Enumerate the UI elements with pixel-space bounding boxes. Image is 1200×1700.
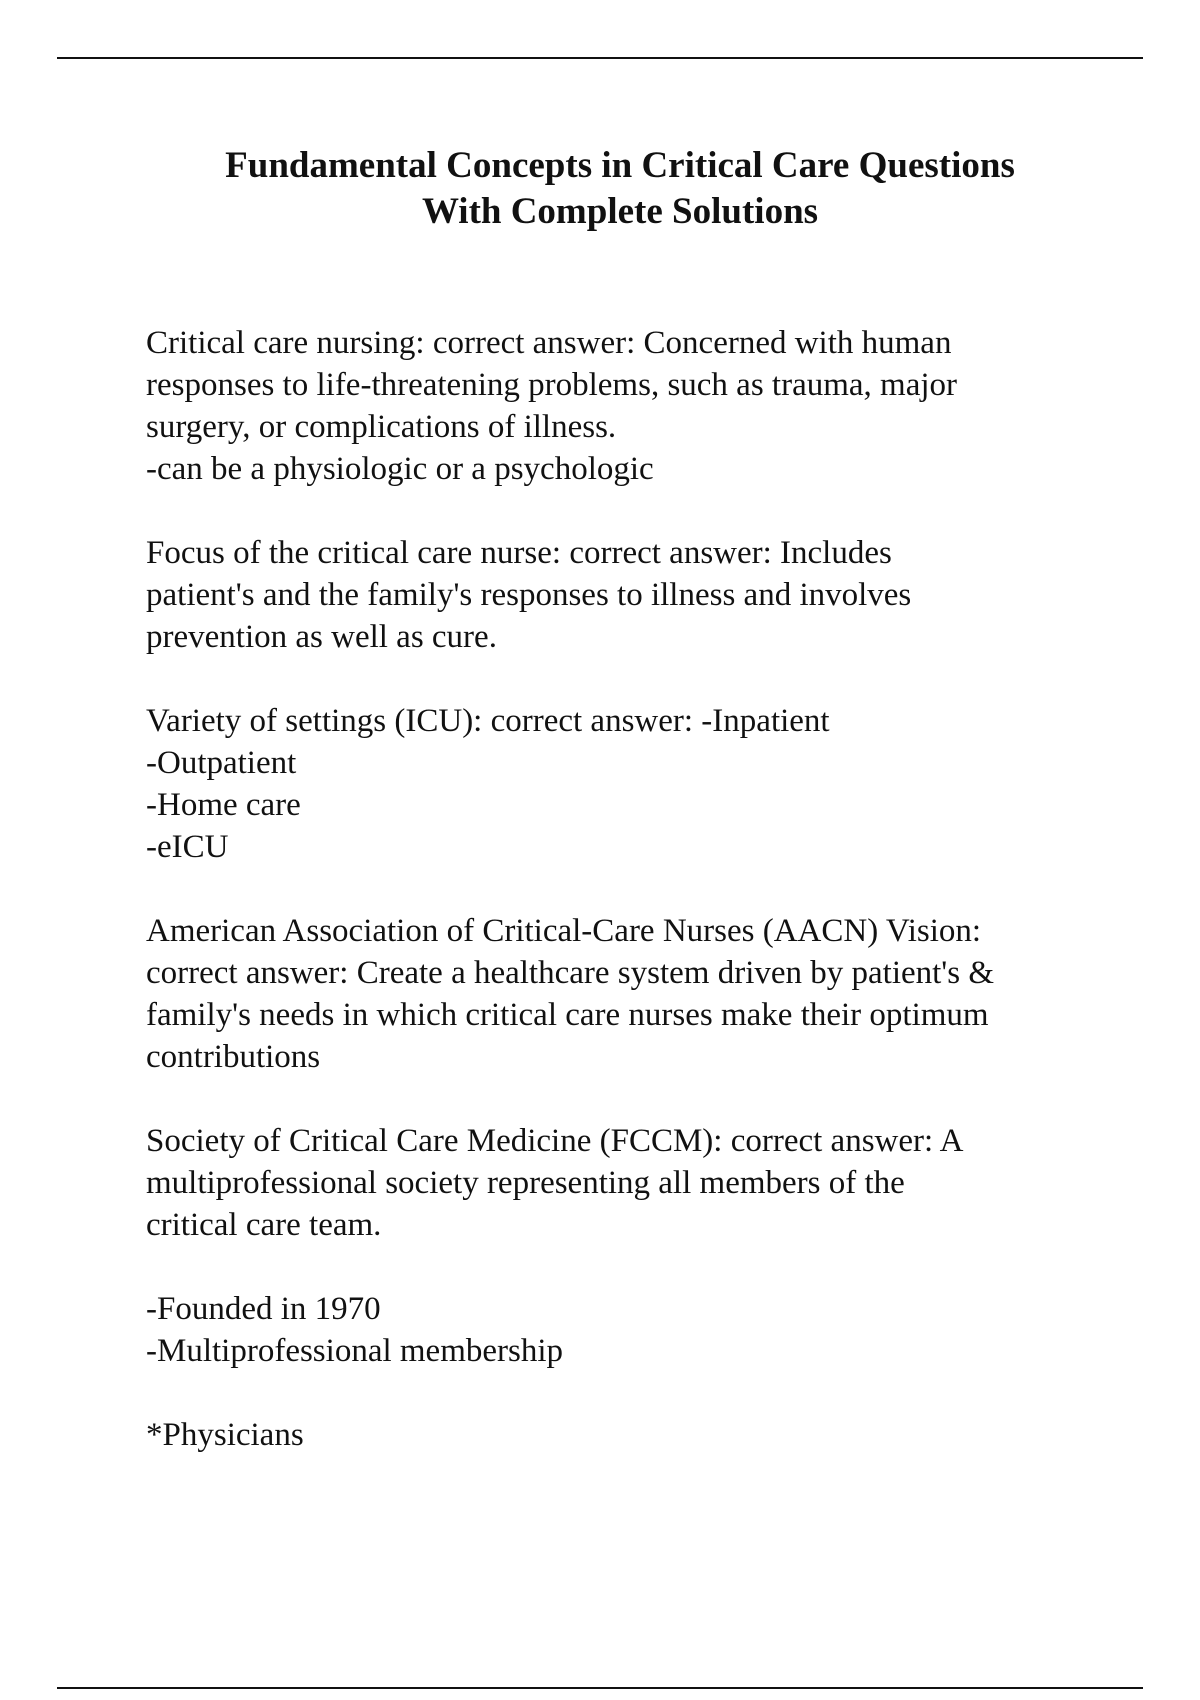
text-line: -Multiprofessional membership xyxy=(146,1333,564,1369)
document-title xyxy=(0,143,1200,235)
text-line: -Home care xyxy=(146,787,301,823)
title-line: With Complete Solutions xyxy=(421,191,819,232)
text-line: contributions xyxy=(146,1039,321,1075)
text-line: correct answer: Create a healthcare system driven by patient's & xyxy=(146,955,995,991)
text-line: critical care team. xyxy=(146,1207,382,1243)
text-line: American Association of Critical-Care Nurses (AACN) Vision: xyxy=(146,913,982,949)
text-line: family's needs in which critical care nurses make their optimum xyxy=(146,997,989,1033)
text-line: Focus of the critical care nurse: correct answer: Includes xyxy=(146,535,892,571)
text-line: -eICU xyxy=(146,829,229,865)
sccm-details xyxy=(146,1288,1146,1372)
text-line: -Outpatient xyxy=(146,745,297,781)
document-body xyxy=(146,322,1146,1498)
text-line: -Founded in 1970 xyxy=(146,1291,381,1327)
text-line: Variety of settings (ICU): correct answer: -Inpatient xyxy=(146,703,830,739)
qa-focus-of-nurse xyxy=(146,532,1146,658)
qa-sccm xyxy=(146,1120,1146,1246)
qa-variety-of-settings xyxy=(146,700,1146,868)
text-line: -can be a physiologic or a psychologic xyxy=(146,451,654,487)
top-rule xyxy=(57,57,1143,59)
text-line: Society of Critical Care Medicine (FCCM): correct answer: A xyxy=(146,1123,964,1159)
text-line: surgery, or complications of illness. xyxy=(146,409,617,445)
qa-critical-care-nursing xyxy=(146,322,1146,490)
text-line: prevention as well as cure. xyxy=(146,619,497,655)
text-line: multiprofessional society representing all members of the xyxy=(146,1165,905,1201)
text-line: *Physicians xyxy=(146,1417,304,1453)
text-line: Critical care nursing: correct answer: Concerned with human xyxy=(146,325,952,361)
sccm-members xyxy=(146,1414,1146,1456)
text-line: responses to life-threatening problems, such as trauma, major xyxy=(146,367,958,403)
bottom-rule xyxy=(57,1687,1143,1689)
title-line: Fundamental Concepts in Critical Care Questions xyxy=(225,145,1015,186)
qa-aacn-vision xyxy=(146,910,1146,1078)
text-line: patient's and the family's responses to illness and involves xyxy=(146,577,912,613)
